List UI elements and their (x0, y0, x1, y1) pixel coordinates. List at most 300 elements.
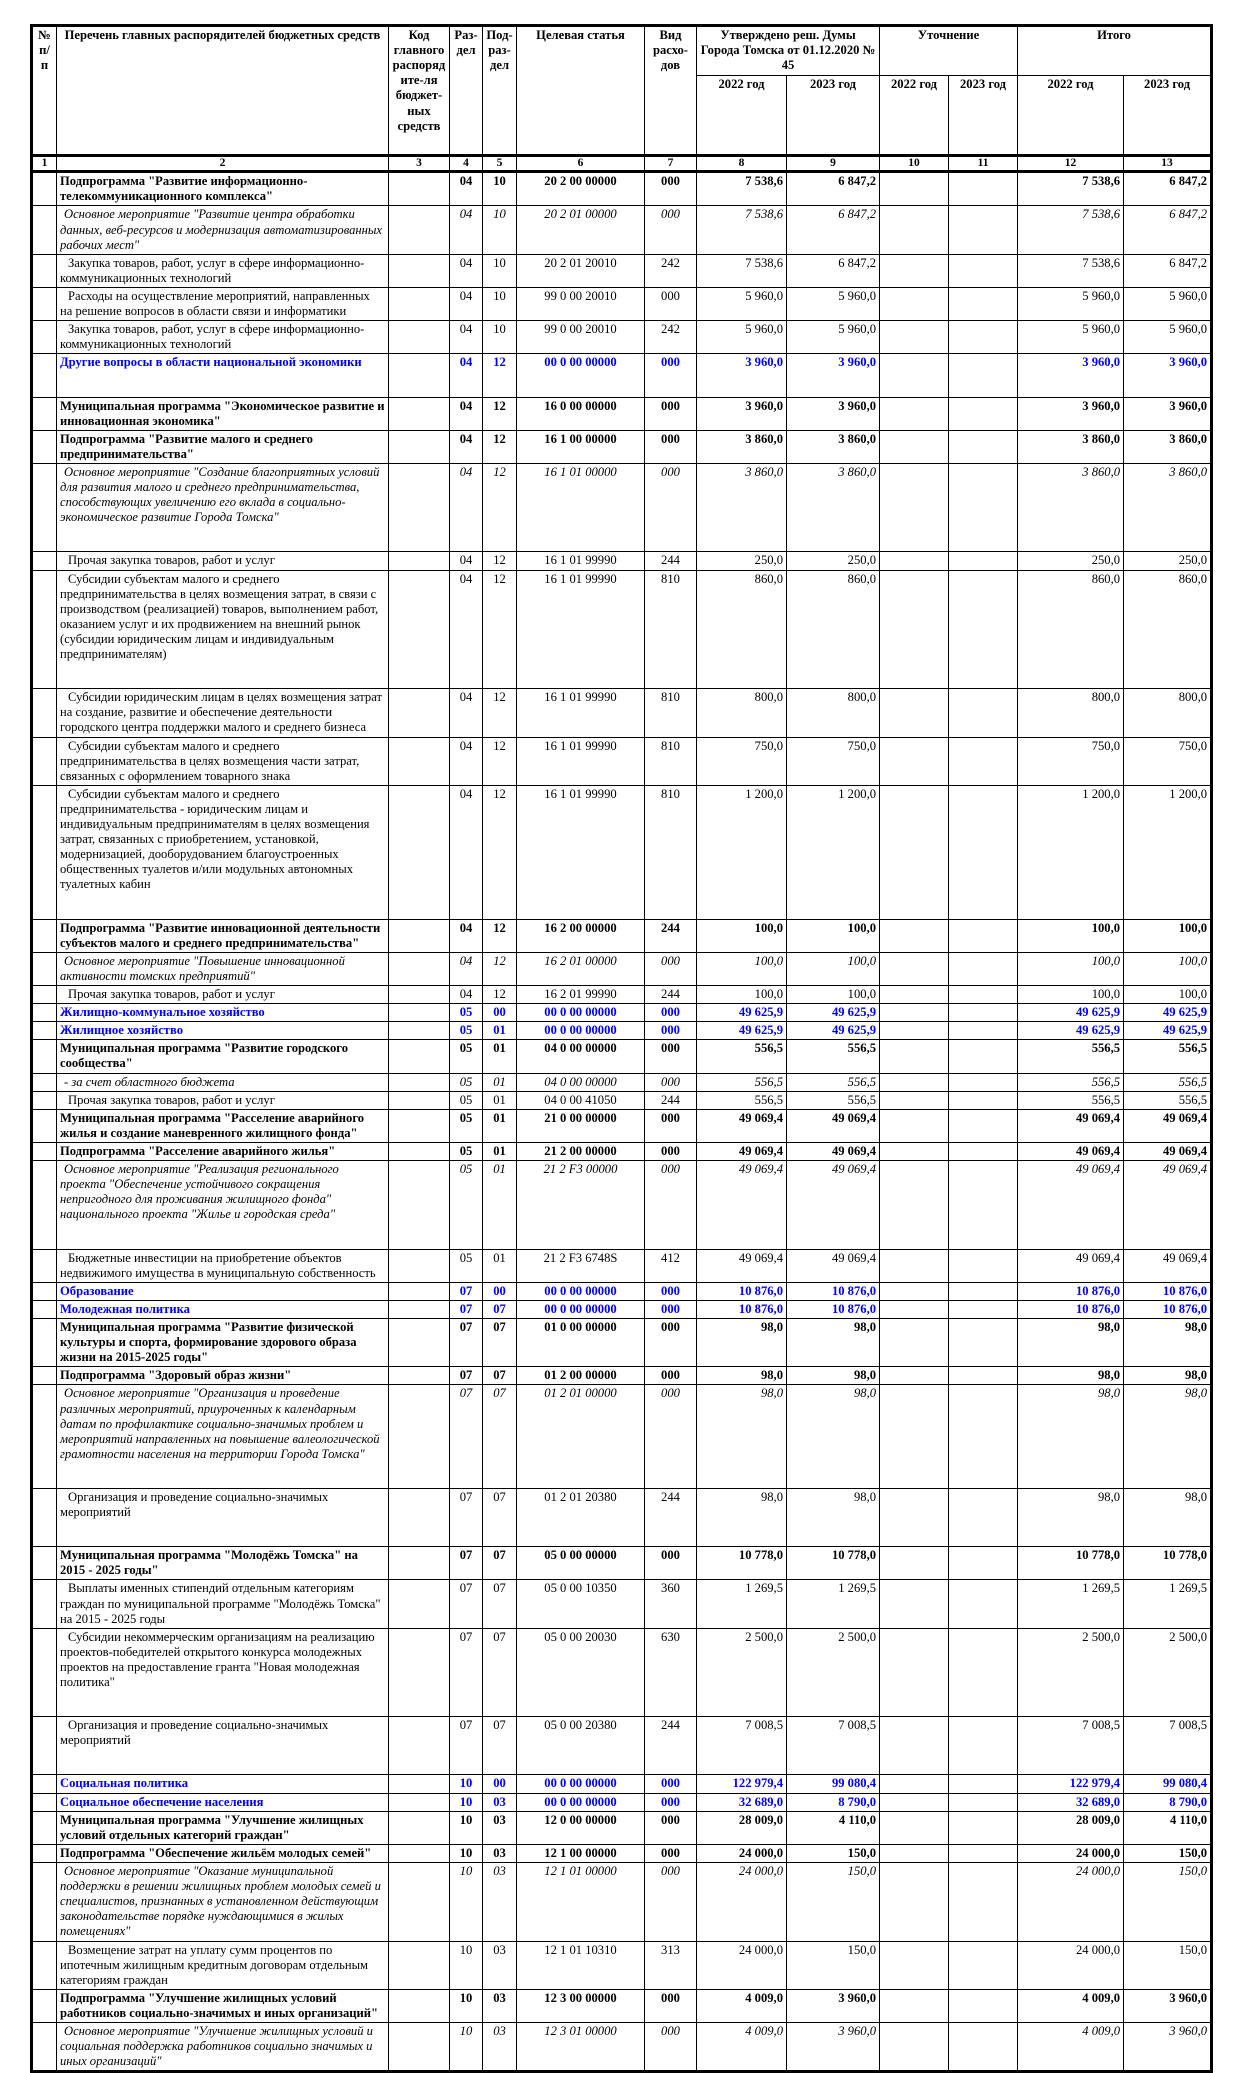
clarified-2022-cell (880, 206, 949, 254)
total-2023-cell: 556,5 (1124, 1091, 1212, 1109)
clarified-2023-cell (949, 1367, 1018, 1385)
target-article-cell: 05 0 00 00000 (517, 1547, 645, 1580)
approved-2023-cell: 6 847,2 (787, 206, 880, 254)
podrazdel-cell: 12 (483, 737, 517, 785)
total-2023-cell: 10 778,0 (1124, 1547, 1212, 1580)
clarified-2022-cell (880, 552, 949, 570)
approved-2023-cell: 98,0 (787, 1488, 880, 1546)
razdel-cell: 05 (450, 1109, 483, 1142)
table-row (32, 206, 1212, 254)
total-2023-cell: 800,0 (1124, 689, 1212, 737)
grbs-code-cell (389, 1300, 450, 1318)
razdel-cell: 04 (450, 430, 483, 463)
column-number: 11 (949, 156, 1018, 172)
table-row (32, 1004, 1212, 1022)
approved-2023-cell: 556,5 (787, 1091, 880, 1109)
table-row (32, 1844, 1212, 1862)
row-number-cell (32, 986, 57, 1004)
total-2023-cell: 49 069,4 (1124, 1249, 1212, 1282)
grbs-code-cell (389, 737, 450, 785)
row-name-cell: Муниципальная программа "Расселение аварийного жилья и создание маневренного жилищного фонда" (57, 1109, 389, 1142)
approved-2022-cell: 10 876,0 (697, 1300, 787, 1318)
row-name-cell: Подпрограмма "Обеспечение жильём молодых семей" (57, 1844, 389, 1862)
approved-2022-cell: 100,0 (697, 952, 787, 985)
header-group-total: Итого (1018, 26, 1212, 76)
total-2022-cell: 98,0 (1018, 1385, 1124, 1489)
clarified-2022-cell (880, 1941, 949, 1989)
target-article-cell: 99 0 00 20010 (517, 287, 645, 320)
approved-2023-cell: 49 069,4 (787, 1249, 880, 1282)
total-2022-cell: 2 500,0 (1018, 1628, 1124, 1716)
header-grbs-list: Перечень главных распорядителей бюджетных средств (57, 26, 389, 156)
expense-type-cell: 000 (645, 1319, 697, 1367)
column-number: 8 (697, 156, 787, 172)
approved-2023-cell: 49 069,4 (787, 1109, 880, 1142)
table-row (32, 1989, 1212, 2022)
row-number-cell (32, 1004, 57, 1022)
approved-2022-cell: 98,0 (697, 1367, 787, 1385)
row-name-cell: Образование (57, 1282, 389, 1300)
grbs-code-cell (389, 287, 450, 320)
table-row (32, 1022, 1212, 1040)
clarified-2022-cell (880, 1073, 949, 1091)
total-2022-cell: 250,0 (1018, 552, 1124, 570)
total-2023-cell: 49 069,4 (1124, 1161, 1212, 1249)
target-article-cell: 16 0 00 00000 (517, 397, 645, 430)
podrazdel-cell: 01 (483, 1143, 517, 1161)
razdel-cell: 04 (450, 172, 483, 206)
podrazdel-cell: 10 (483, 206, 517, 254)
total-2023-cell: 860,0 (1124, 570, 1212, 689)
expense-type-cell: 000 (645, 1385, 697, 1489)
target-article-cell: 04 0 00 41050 (517, 1091, 645, 1109)
expense-type-cell: 810 (645, 570, 697, 689)
total-2022-cell: 7 008,5 (1018, 1717, 1124, 1775)
total-2022-cell: 49 069,4 (1018, 1143, 1124, 1161)
approved-2022-cell: 10 778,0 (697, 1547, 787, 1580)
approved-2022-cell: 7 538,6 (697, 172, 787, 206)
razdel-cell: 04 (450, 354, 483, 397)
table-row (32, 1091, 1212, 1109)
podrazdel-cell: 10 (483, 321, 517, 354)
total-2022-cell: 24 000,0 (1018, 1941, 1124, 1989)
expense-type-cell: 000 (645, 206, 697, 254)
grbs-code-cell (389, 430, 450, 463)
approved-2023-cell: 100,0 (787, 919, 880, 952)
razdel-cell: 07 (450, 1547, 483, 1580)
clarified-2022-cell (880, 1109, 949, 1142)
clarified-2022-cell (880, 1143, 949, 1161)
table-row (32, 986, 1212, 1004)
clarified-2022-cell (880, 430, 949, 463)
approved-2023-cell: 49 625,9 (787, 1004, 880, 1022)
approved-2022-cell: 49 069,4 (697, 1109, 787, 1142)
total-2022-cell: 7 538,6 (1018, 206, 1124, 254)
clarified-2022-cell (880, 2023, 949, 2072)
total-2022-cell: 4 009,0 (1018, 1989, 1124, 2022)
row-number-cell (32, 206, 57, 254)
expense-type-cell: 000 (645, 287, 697, 320)
total-2022-cell: 800,0 (1018, 689, 1124, 737)
total-2022-cell: 49 069,4 (1018, 1249, 1124, 1282)
table-row (32, 1580, 1212, 1628)
target-article-cell: 16 1 00 00000 (517, 430, 645, 463)
approved-2022-cell: 556,5 (697, 1091, 787, 1109)
total-2023-cell: 2 500,0 (1124, 1628, 1212, 1716)
approved-2023-cell: 3 960,0 (787, 2023, 880, 2072)
clarified-2023-cell (949, 1488, 1018, 1546)
table-row (32, 1941, 1212, 1989)
target-article-cell: 12 0 00 00000 (517, 1811, 645, 1844)
podrazdel-cell: 03 (483, 1811, 517, 1844)
clarified-2023-cell (949, 1862, 1018, 1941)
total-2023-cell: 8 790,0 (1124, 1793, 1212, 1811)
approved-2023-cell: 800,0 (787, 689, 880, 737)
clarified-2022-cell (880, 1488, 949, 1546)
total-2023-cell: 1 269,5 (1124, 1580, 1212, 1628)
target-article-cell: 16 1 01 99990 (517, 785, 645, 919)
table-row (32, 1282, 1212, 1300)
row-name-cell: Жилищно-коммунальное хозяйство (57, 1004, 389, 1022)
table-row (32, 1547, 1212, 1580)
approved-2023-cell: 3 960,0 (787, 354, 880, 397)
row-number-cell (32, 1628, 57, 1716)
grbs-code-cell (389, 1004, 450, 1022)
expense-type-cell: 313 (645, 1941, 697, 1989)
clarified-2022-cell (880, 254, 949, 287)
total-2022-cell: 98,0 (1018, 1488, 1124, 1546)
podrazdel-cell: 03 (483, 1844, 517, 1862)
row-number-cell (32, 919, 57, 952)
razdel-cell: 04 (450, 287, 483, 320)
grbs-code-cell (389, 1488, 450, 1546)
row-name-cell: Организация и проведение социально-значимых мероприятий (57, 1717, 389, 1775)
row-number-cell (32, 1488, 57, 1546)
total-2023-cell: 150,0 (1124, 1844, 1212, 1862)
podrazdel-cell: 12 (483, 785, 517, 919)
row-name-cell: Основное мероприятие "Организация и проведение различных мероприятий, приуроченных к календарным датам по профилактике социально-значимых проблем и мероприятий направленных на повышение валеологической грамотности населения на территории Города Томска" (57, 1385, 389, 1489)
clarified-2022-cell (880, 1004, 949, 1022)
table-row (32, 952, 1212, 985)
grbs-code-cell (389, 463, 450, 551)
header-total-2023: 2023 год (1124, 76, 1212, 156)
total-2022-cell: 750,0 (1018, 737, 1124, 785)
total-2022-cell: 10 778,0 (1018, 1547, 1124, 1580)
clarified-2023-cell (949, 206, 1018, 254)
expense-type-cell: 810 (645, 737, 697, 785)
approved-2023-cell: 6 847,2 (787, 254, 880, 287)
table-row (32, 1793, 1212, 1811)
razdel-cell: 04 (450, 552, 483, 570)
approved-2022-cell: 1 269,5 (697, 1580, 787, 1628)
table-row (32, 1161, 1212, 1249)
clarified-2023-cell (949, 1811, 1018, 1844)
row-name-cell: Жилищное хозяйство (57, 1022, 389, 1040)
expense-type-cell: 810 (645, 689, 697, 737)
table-row (32, 1319, 1212, 1367)
target-article-cell: 00 0 00 00000 (517, 1004, 645, 1022)
approved-2023-cell: 10 876,0 (787, 1282, 880, 1300)
table-row (32, 1300, 1212, 1318)
clarified-2023-cell (949, 172, 1018, 206)
total-2022-cell: 3 960,0 (1018, 354, 1124, 397)
table-row (32, 1073, 1212, 1091)
row-number-cell (32, 1367, 57, 1385)
row-number-cell (32, 321, 57, 354)
total-2023-cell: 10 876,0 (1124, 1282, 1212, 1300)
clarified-2022-cell (880, 1385, 949, 1489)
clarified-2022-cell (880, 1628, 949, 1716)
target-article-cell: 16 2 01 00000 (517, 952, 645, 985)
target-article-cell: 21 0 00 00000 (517, 1109, 645, 1142)
table-row (32, 919, 1212, 952)
razdel-cell: 04 (450, 952, 483, 985)
razdel-cell: 10 (450, 1862, 483, 1941)
target-article-cell: 16 1 01 99990 (517, 689, 645, 737)
row-name-cell: Подпрограмма "Улучшение жилищных условий работников социально-значимых и иных организаций" (57, 1989, 389, 2022)
grbs-code-cell (389, 785, 450, 919)
row-name-cell: Основное мероприятие "Создание благоприятных условий для развития малого и среднего предпринимательства, способствующих увеличению его вклада в социально-экономическое развитие Города Томска" (57, 463, 389, 551)
total-2022-cell: 24 000,0 (1018, 1862, 1124, 1941)
approved-2022-cell: 49 625,9 (697, 1004, 787, 1022)
podrazdel-cell: 01 (483, 1073, 517, 1091)
razdel-cell: 05 (450, 1073, 483, 1091)
expense-type-cell: 000 (645, 172, 697, 206)
approved-2023-cell: 10 778,0 (787, 1547, 880, 1580)
razdel-cell: 04 (450, 570, 483, 689)
podrazdel-cell: 03 (483, 1989, 517, 2022)
podrazdel-cell: 03 (483, 2023, 517, 2072)
table-row (32, 737, 1212, 785)
clarified-2022-cell (880, 1161, 949, 1249)
clarified-2023-cell (949, 689, 1018, 737)
clarified-2023-cell (949, 2023, 1018, 2072)
grbs-code-cell (389, 689, 450, 737)
row-number-cell (32, 1091, 57, 1109)
target-article-cell: 16 1 01 99990 (517, 737, 645, 785)
grbs-code-cell (389, 1282, 450, 1300)
clarified-2023-cell (949, 1844, 1018, 1862)
column-number: 12 (1018, 156, 1124, 172)
podrazdel-cell: 10 (483, 172, 517, 206)
row-number-cell (32, 1547, 57, 1580)
expense-type-cell: 000 (645, 1547, 697, 1580)
row-name-cell: Муниципальная программа "Улучшение жилищных условий отдельных категорий граждан" (57, 1811, 389, 1844)
clarified-2023-cell (949, 397, 1018, 430)
row-number-cell (32, 785, 57, 919)
row-name-cell: Подпрограмма "Развитие инновационной деятельности субъектов малого и среднего предпринимательства" (57, 919, 389, 952)
approved-2022-cell: 49 069,4 (697, 1249, 787, 1282)
row-number-cell (32, 1022, 57, 1040)
total-2023-cell: 556,5 (1124, 1040, 1212, 1073)
row-name-cell: Субсидии субъектам малого и среднего предпринимательства в целях возмещения части затрат, связанных с оформлением товарного знака (57, 737, 389, 785)
clarified-2023-cell (949, 919, 1018, 952)
approved-2023-cell: 49 625,9 (787, 1022, 880, 1040)
clarified-2023-cell (949, 1385, 1018, 1489)
total-2022-cell: 100,0 (1018, 919, 1124, 952)
razdel-cell: 05 (450, 1040, 483, 1073)
row-name-cell: Муниципальная программа "Развитие физической культуры и спорта, формирование здорового образа жизни на 2015-2025 годы" (57, 1319, 389, 1367)
approved-2022-cell: 556,5 (697, 1073, 787, 1091)
clarified-2023-cell (949, 287, 1018, 320)
row-name-cell: Молодежная политика (57, 1300, 389, 1318)
target-article-cell: 01 2 00 00000 (517, 1367, 645, 1385)
clarified-2023-cell (949, 986, 1018, 1004)
approved-2022-cell: 2 500,0 (697, 1628, 787, 1716)
grbs-code-cell (389, 1862, 450, 1941)
approved-2022-cell: 100,0 (697, 919, 787, 952)
row-number-cell (32, 354, 57, 397)
total-2022-cell: 10 876,0 (1018, 1300, 1124, 1318)
row-name-cell: Прочая закупка товаров, работ и услуг (57, 552, 389, 570)
table-row (32, 1488, 1212, 1546)
target-article-cell: 00 0 00 00000 (517, 1775, 645, 1793)
target-article-cell: 00 0 00 00000 (517, 1282, 645, 1300)
clarified-2023-cell (949, 1989, 1018, 2022)
podrazdel-cell: 12 (483, 689, 517, 737)
expense-type-cell: 000 (645, 1862, 697, 1941)
approved-2023-cell: 100,0 (787, 986, 880, 1004)
total-2023-cell: 3 860,0 (1124, 430, 1212, 463)
target-article-cell: 00 0 00 00000 (517, 354, 645, 397)
razdel-cell: 10 (450, 2023, 483, 2072)
total-2023-cell: 49 625,9 (1124, 1022, 1212, 1040)
row-number-cell (32, 254, 57, 287)
total-2022-cell: 3 860,0 (1018, 430, 1124, 463)
target-article-cell: 12 1 01 00000 (517, 1862, 645, 1941)
total-2022-cell: 4 009,0 (1018, 2023, 1124, 2072)
approved-2022-cell: 7 538,6 (697, 254, 787, 287)
total-2023-cell: 10 876,0 (1124, 1300, 1212, 1318)
total-2023-cell: 3 960,0 (1124, 354, 1212, 397)
total-2023-cell: 49 625,9 (1124, 1004, 1212, 1022)
total-2022-cell: 10 876,0 (1018, 1282, 1124, 1300)
expense-type-cell: 000 (645, 1161, 697, 1249)
row-number-cell (32, 1300, 57, 1318)
razdel-cell: 07 (450, 1628, 483, 1716)
approved-2023-cell: 4 110,0 (787, 1811, 880, 1844)
razdel-cell: 07 (450, 1717, 483, 1775)
clarified-2023-cell (949, 1775, 1018, 1793)
grbs-code-cell (389, 1367, 450, 1385)
row-name-cell: Организация и проведение социально-значимых мероприятий (57, 1488, 389, 1546)
target-article-cell: 01 0 00 00000 (517, 1319, 645, 1367)
row-name-cell: Выплаты именных стипендий отдельным категориям граждан по муниципальной программе "Молодёжь Томска" на 2015 - 2025 годы (57, 1580, 389, 1628)
clarified-2023-cell (949, 1109, 1018, 1142)
table-row (32, 1385, 1212, 1489)
grbs-code-cell (389, 919, 450, 952)
clarified-2023-cell (949, 1628, 1018, 1716)
grbs-code-cell (389, 2023, 450, 2072)
table-row (32, 1775, 1212, 1793)
row-name-cell: Субсидии юридическим лицам в целях возмещения затрат на создание, развитие и обеспечение деятельности городского центра поддержки малого и среднего бизнеса (57, 689, 389, 737)
clarified-2022-cell (880, 1793, 949, 1811)
table-row (32, 785, 1212, 919)
total-2022-cell: 556,5 (1018, 1091, 1124, 1109)
razdel-cell: 10 (450, 1793, 483, 1811)
expense-type-cell: 000 (645, 1004, 697, 1022)
clarified-2022-cell (880, 1091, 949, 1109)
total-2023-cell: 556,5 (1124, 1073, 1212, 1091)
grbs-code-cell (389, 1109, 450, 1142)
total-2022-cell: 3 960,0 (1018, 397, 1124, 430)
approved-2022-cell: 750,0 (697, 737, 787, 785)
target-article-cell: 16 2 01 99990 (517, 986, 645, 1004)
target-article-cell: 16 1 01 99990 (517, 552, 645, 570)
clarified-2023-cell (949, 1300, 1018, 1318)
total-2022-cell: 5 960,0 (1018, 287, 1124, 320)
row-number-cell (32, 1143, 57, 1161)
clarified-2022-cell (880, 689, 949, 737)
total-2022-cell: 7 538,6 (1018, 172, 1124, 206)
approved-2022-cell: 49 069,4 (697, 1161, 787, 1249)
total-2022-cell: 5 960,0 (1018, 321, 1124, 354)
row-name-cell: Субсидии субъектам малого и среднего предпринимательства - юридическим лицам и индивидуальным предпринимателям в целях возмещения затрат, связанных с приобретением, установкой, модернизацией, дооборудованием благоустроенных общественных туалетов и/или модульных автономных туалетных кабин (57, 785, 389, 919)
row-number-cell (32, 1775, 57, 1793)
total-2022-cell: 3 860,0 (1018, 463, 1124, 551)
row-number-cell (32, 952, 57, 985)
row-number-cell (32, 463, 57, 551)
row-name-cell: Социальное обеспечение населения (57, 1793, 389, 1811)
grbs-code-cell (389, 1161, 450, 1249)
grbs-code-cell (389, 321, 450, 354)
razdel-cell: 07 (450, 1385, 483, 1489)
podrazdel-cell: 01 (483, 1249, 517, 1282)
clarified-2023-cell (949, 1547, 1018, 1580)
header-razdel: Раз-дел (450, 26, 483, 156)
header-grbs-code: Код главного распорядите-ля бюджет-ных средств (389, 26, 450, 156)
total-2023-cell: 5 960,0 (1124, 287, 1212, 320)
total-2022-cell: 49 625,9 (1018, 1004, 1124, 1022)
target-article-cell: 12 3 00 00000 (517, 1989, 645, 2022)
expense-type-cell: 000 (645, 354, 697, 397)
clarified-2023-cell (949, 1004, 1018, 1022)
expense-type-cell: 244 (645, 919, 697, 952)
table-row (32, 689, 1212, 737)
clarified-2022-cell (880, 1580, 949, 1628)
razdel-cell: 10 (450, 1775, 483, 1793)
clarified-2023-cell (949, 737, 1018, 785)
clarified-2022-cell (880, 287, 949, 320)
clarified-2022-cell (880, 1717, 949, 1775)
approved-2023-cell: 98,0 (787, 1319, 880, 1367)
column-number: 9 (787, 156, 880, 172)
target-article-cell: 12 1 00 00000 (517, 1844, 645, 1862)
row-name-cell: Прочая закупка товаров, работ и услуг (57, 986, 389, 1004)
target-article-cell: 16 2 00 00000 (517, 919, 645, 952)
approved-2022-cell: 3 960,0 (697, 354, 787, 397)
total-2023-cell: 3 860,0 (1124, 463, 1212, 551)
total-2022-cell: 122 979,4 (1018, 1775, 1124, 1793)
razdel-cell: 05 (450, 1022, 483, 1040)
grbs-code-cell (389, 570, 450, 689)
expense-type-cell: 000 (645, 1367, 697, 1385)
expense-type-cell: 000 (645, 1143, 697, 1161)
row-name-cell: Основное мероприятие "Реализация регионального проекта "Обеспечение устойчивого сокращения непригодного для проживания жилищного фонда" национального проекта "Жилье и городская среда" (57, 1161, 389, 1249)
clarified-2023-cell (949, 1022, 1018, 1040)
column-number: 13 (1124, 156, 1212, 172)
row-name-cell: Закупка товаров, работ, услуг в сфере информационно-коммуникационных технологий (57, 254, 389, 287)
target-article-cell: 05 0 00 20030 (517, 1628, 645, 1716)
clarified-2022-cell (880, 1811, 949, 1844)
expense-type-cell: 000 (645, 463, 697, 551)
row-number-cell (32, 1580, 57, 1628)
clarified-2022-cell (880, 1040, 949, 1073)
clarified-2023-cell (949, 1580, 1018, 1628)
grbs-code-cell (389, 1844, 450, 1862)
grbs-code-cell (389, 1091, 450, 1109)
target-article-cell: 04 0 00 00000 (517, 1040, 645, 1073)
